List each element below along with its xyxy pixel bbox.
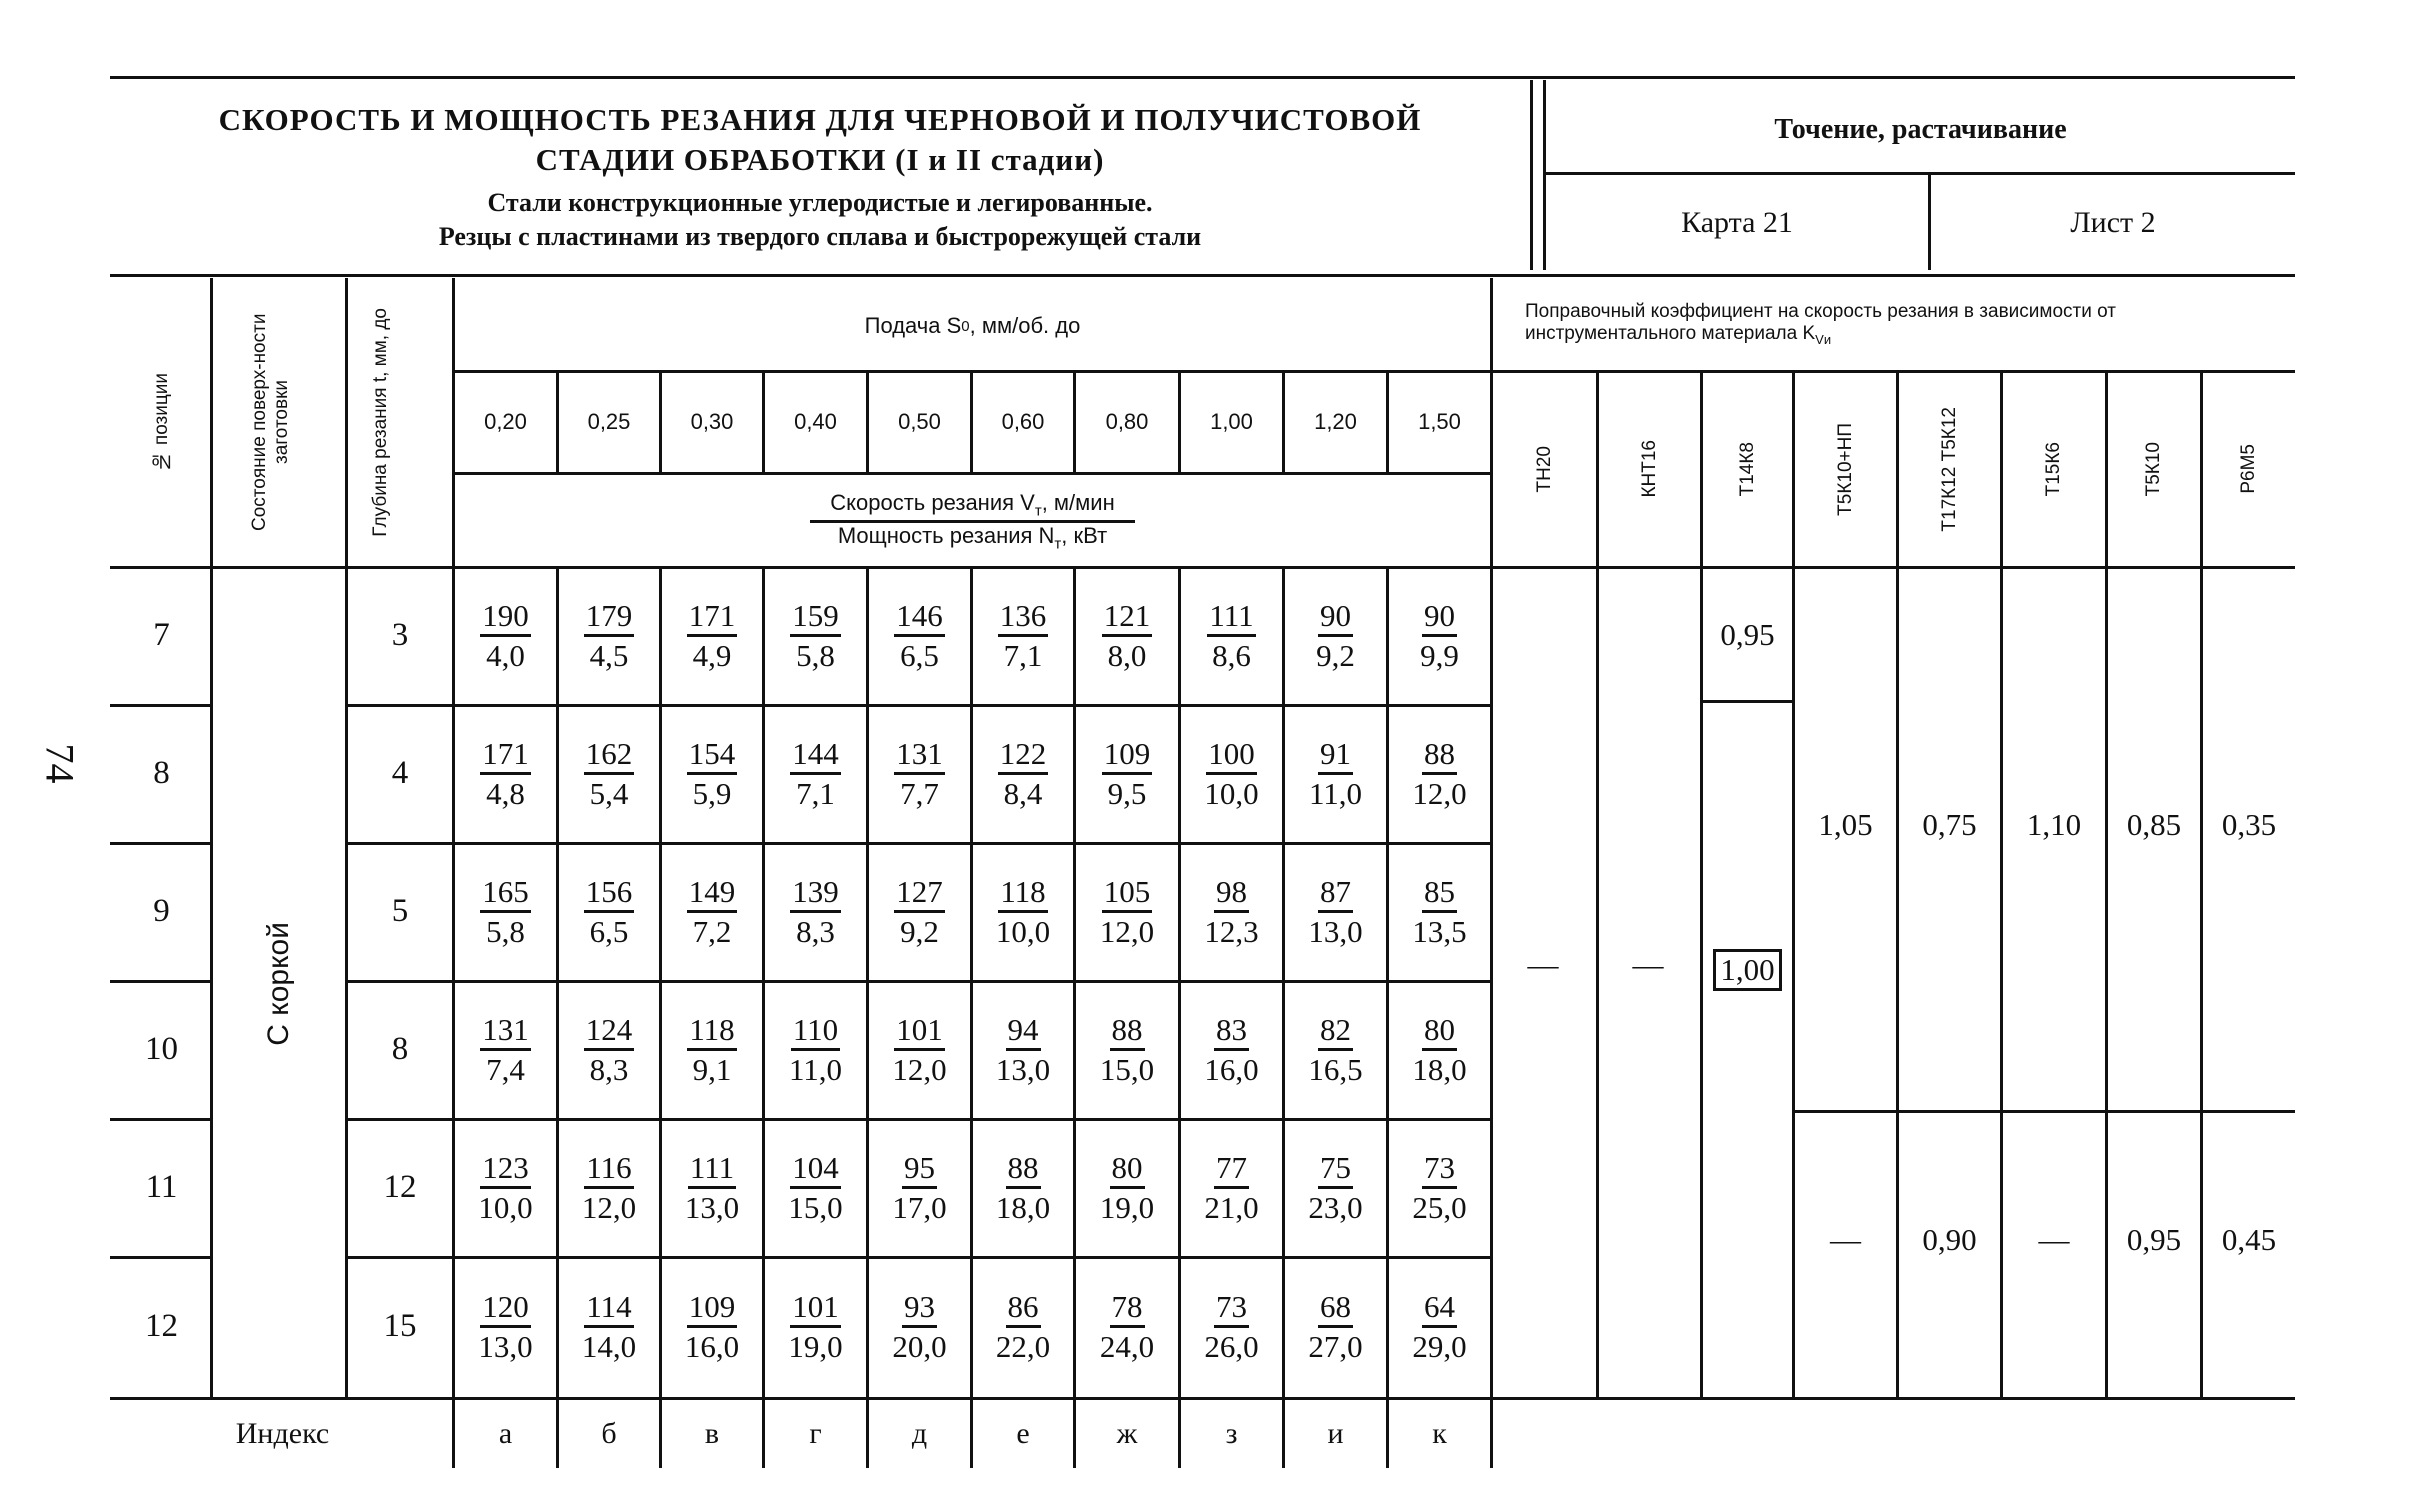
depth-value: 5 bbox=[391, 892, 409, 929]
power-value: 8,0 bbox=[1107, 637, 1147, 673]
speed-value: 109 bbox=[687, 1289, 738, 1328]
power-value: 13,0 bbox=[1308, 913, 1363, 949]
power-value: 12,0 bbox=[1099, 913, 1155, 949]
power-value: 22,0 bbox=[995, 1329, 1051, 1364]
speed-power-cell bbox=[1285, 1118, 1386, 1256]
subtitle-line2: Резцы с пластинами из твердого сплава и быстрорежущей стали bbox=[438, 222, 1202, 251]
speed-value: 121 bbox=[1102, 598, 1153, 637]
speed-value: 120 bbox=[480, 1289, 531, 1328]
power-value: 10,0 bbox=[478, 1189, 533, 1225]
feed-value: 1,50 bbox=[1418, 409, 1461, 434]
speed-power-cell bbox=[455, 980, 556, 1118]
speed-value: 90 bbox=[1422, 598, 1457, 637]
power-value: 14,0 bbox=[581, 1329, 637, 1364]
material-header: Т15К6 bbox=[2043, 441, 2064, 497]
power-value: 4,8 bbox=[486, 775, 525, 811]
power-value: 13,0 bbox=[995, 1051, 1051, 1087]
coef-upper: 1,10 bbox=[2026, 807, 2082, 842]
power-value: 5,8 bbox=[486, 913, 525, 949]
speed-power-cell bbox=[765, 566, 866, 704]
speed-value: 154 bbox=[687, 736, 738, 775]
speed-value: 118 bbox=[687, 1012, 736, 1051]
speed-value: 83 bbox=[1214, 1012, 1249, 1051]
coef-lower: 0,90 bbox=[1922, 1222, 1977, 1257]
power-value: 7,7 bbox=[900, 775, 939, 811]
index-letter: и bbox=[1327, 1417, 1344, 1450]
speed-power-cell bbox=[1389, 704, 1490, 842]
speed-power-cell bbox=[455, 842, 556, 980]
speed-value: 110 bbox=[791, 1012, 840, 1051]
speed-power-cell bbox=[559, 842, 659, 980]
speed-power-cell bbox=[765, 980, 866, 1118]
power-value: 11,0 bbox=[788, 1051, 843, 1087]
feed-value: 0,50 bbox=[898, 409, 941, 434]
subtitle: Стали конструкционные углеродистые и легированные. bbox=[487, 188, 1153, 217]
depth-value: 4 bbox=[391, 754, 409, 791]
speed-power-cell bbox=[1389, 1256, 1490, 1397]
power-value: 16,5 bbox=[1308, 1051, 1363, 1087]
surface-column-header: Состояние поверх-ности заготовки bbox=[249, 313, 292, 531]
speed-power-cell bbox=[455, 704, 556, 842]
feed-header: Подача S 0 , мм/об. до bbox=[864, 313, 1081, 338]
power-value: 4,5 bbox=[589, 637, 629, 673]
speed-value: 127 bbox=[894, 874, 945, 913]
power-value: 15,0 bbox=[788, 1189, 843, 1225]
feed-value: 0,30 bbox=[690, 409, 734, 434]
speed-power-cell bbox=[1076, 980, 1178, 1118]
feed-value: 0,40 bbox=[794, 409, 837, 434]
power-value: 6,5 bbox=[900, 637, 939, 673]
material-header: Т5К10 bbox=[2143, 441, 2164, 497]
power-value: 24,0 bbox=[1099, 1329, 1155, 1364]
speed-power-cell bbox=[455, 1118, 556, 1256]
speed-power-cell bbox=[1181, 1118, 1282, 1256]
speed-value: 77 bbox=[1214, 1150, 1249, 1189]
power-value: 11,0 bbox=[1308, 775, 1363, 811]
speed-value: 149 bbox=[687, 874, 738, 913]
power-value: 4,0 bbox=[486, 637, 525, 673]
speed-power-cell bbox=[559, 1256, 659, 1397]
material-header: ТН20 bbox=[1533, 445, 1555, 493]
power-value: 5,9 bbox=[692, 775, 732, 811]
speed-value: 156 bbox=[584, 874, 635, 913]
index-letter: г bbox=[809, 1417, 822, 1450]
speed-value: 91 bbox=[1318, 736, 1353, 775]
speed-power-cell bbox=[765, 842, 866, 980]
speed-value: 104 bbox=[790, 1150, 841, 1189]
power-value: 19,0 bbox=[1099, 1189, 1155, 1225]
speed-value: 122 bbox=[998, 736, 1049, 775]
power-value: 9,1 bbox=[692, 1051, 732, 1087]
page-title-line2: СТАДИИ ОБРАБОТКИ (I и II стадии) bbox=[535, 142, 1105, 177]
coef-lower: 0,95 bbox=[2126, 1222, 2182, 1257]
power-value: 8,3 bbox=[589, 1051, 629, 1087]
speed-power-cell bbox=[1285, 566, 1386, 704]
speed-power-cell bbox=[869, 566, 970, 704]
speed-power-cell bbox=[973, 704, 1073, 842]
power-value: 7,4 bbox=[486, 1051, 525, 1087]
depth-value: 8 bbox=[391, 1030, 409, 1067]
coef-lower: 0,45 bbox=[2221, 1222, 2277, 1257]
page-title: СКОРОСТЬ И МОЩНОСТЬ РЕЗАНИЯ ДЛЯ ЧЕРНОВОЙ И ПОЛУЧИСТОВОЙ bbox=[218, 102, 1422, 137]
speed-power-cell bbox=[869, 980, 970, 1118]
speed-power-cell bbox=[973, 980, 1073, 1118]
speed-value: 144 bbox=[790, 736, 841, 775]
index-letter: д bbox=[911, 1417, 928, 1450]
speed-power-cell bbox=[1389, 566, 1490, 704]
speed-power-cell bbox=[1181, 842, 1282, 980]
speed-value: 98 bbox=[1214, 874, 1249, 913]
speed-value: 73 bbox=[1214, 1289, 1249, 1328]
speed-power-cell bbox=[869, 1118, 970, 1256]
feed-value: 0,20 bbox=[484, 409, 527, 434]
coefficient-header: Поправочный коэффициент на скорость резания в зависимости от инструментального материала $K_{Vи}$ bbox=[1525, 301, 2116, 347]
power-value: 7,1 bbox=[1003, 637, 1043, 673]
power-value: 25,0 bbox=[1412, 1189, 1467, 1225]
speed-power-cell bbox=[1076, 1256, 1178, 1397]
power-value: 16,0 bbox=[684, 1329, 740, 1364]
speed-value: 101 bbox=[894, 1012, 945, 1051]
feed-value: 0,60 bbox=[1001, 409, 1045, 434]
depth-column-header: Глубина резания t, мм, до bbox=[370, 307, 391, 537]
speed-value: 146 bbox=[894, 598, 945, 637]
power-value: 7,2 bbox=[692, 913, 732, 949]
speed-value: 162 bbox=[584, 736, 635, 775]
power-value: 12,3 bbox=[1204, 913, 1259, 949]
speed-power-cell bbox=[1285, 980, 1386, 1118]
depth-value: 12 bbox=[383, 1168, 417, 1205]
speed-value: 80 bbox=[1422, 1012, 1457, 1051]
power-value: 16,0 bbox=[1204, 1051, 1259, 1087]
coef-lower: — bbox=[2038, 1222, 2070, 1257]
speed-value: 75 bbox=[1318, 1150, 1353, 1189]
speed-value: 80 bbox=[1110, 1150, 1145, 1189]
speed-power-cell bbox=[1389, 1118, 1490, 1256]
speed-power-cell bbox=[662, 980, 762, 1118]
material-header: Р6М5 bbox=[2238, 444, 2259, 494]
power-value: 10,0 bbox=[995, 913, 1051, 949]
power-value: 4,9 bbox=[692, 637, 732, 673]
power-value: 8,6 bbox=[1212, 637, 1251, 673]
position-number: 10 bbox=[145, 1030, 178, 1067]
power-value: 19,0 bbox=[788, 1329, 843, 1364]
speed-power-cell bbox=[662, 842, 762, 980]
position-number: 8 bbox=[153, 754, 170, 791]
speed-power-cell bbox=[1285, 842, 1386, 980]
power-value: 20,0 bbox=[892, 1329, 947, 1364]
speed-value: 131 bbox=[480, 1012, 531, 1051]
depth-value: 3 bbox=[391, 616, 409, 653]
feed-value: 1,20 bbox=[1314, 409, 1357, 434]
power-value: 8,3 bbox=[796, 913, 835, 949]
speed-power-cell bbox=[455, 566, 556, 704]
power-value: 13,5 bbox=[1412, 913, 1467, 949]
index-letter: ж bbox=[1116, 1417, 1138, 1450]
position-number: 9 bbox=[153, 892, 170, 929]
power-value: 13,0 bbox=[478, 1329, 533, 1364]
coef-upper: 0,75 bbox=[1922, 807, 1977, 842]
coef-upper: 0,85 bbox=[2126, 807, 2182, 842]
feed-value: 0,80 bbox=[1105, 409, 1149, 434]
speed-value: 93 bbox=[902, 1289, 937, 1328]
speed-power-cell bbox=[869, 842, 970, 980]
position-number: 7 bbox=[153, 616, 170, 653]
speed-value: 111 bbox=[1207, 598, 1255, 637]
index-letter: в bbox=[704, 1417, 720, 1450]
speed-value: 136 bbox=[998, 598, 1049, 637]
speed-power-cell bbox=[662, 704, 762, 842]
speed-value: 171 bbox=[480, 736, 531, 775]
speed-value: 68 bbox=[1318, 1289, 1353, 1328]
position-number: 12 bbox=[145, 1308, 178, 1344]
position-column-header: № позиции bbox=[150, 372, 172, 472]
speed-power-cell bbox=[1076, 566, 1178, 704]
coef-knt16: — bbox=[1632, 947, 1664, 982]
speed-power-cell bbox=[662, 1256, 762, 1397]
coef-th20: — bbox=[1527, 947, 1559, 982]
speed-power-cell bbox=[869, 704, 970, 842]
power-value: 9,2 bbox=[1316, 637, 1355, 673]
speed-power-cell bbox=[455, 1256, 556, 1397]
power-value: 12,0 bbox=[1412, 775, 1467, 811]
speed-power-cell bbox=[1389, 842, 1490, 980]
coef-t14k8-bottom: 1,00 bbox=[1713, 949, 1781, 991]
speed-value: 90 bbox=[1318, 598, 1353, 637]
speed-value: 131 bbox=[894, 736, 945, 775]
speed-power-cell bbox=[559, 1118, 659, 1256]
power-value: 8,4 bbox=[1003, 775, 1043, 811]
speed-value: 165 bbox=[480, 874, 531, 913]
power-value: 12,0 bbox=[892, 1051, 947, 1087]
speed-power-header: Скорость резания $V_т$, м/мин Мощность резания $N_т$, кВт bbox=[455, 478, 1490, 564]
speed-power-cell bbox=[662, 1118, 762, 1256]
speed-power-cell bbox=[1076, 1118, 1178, 1256]
speed-value: 123 bbox=[480, 1150, 531, 1189]
power-value: 9,2 bbox=[900, 913, 939, 949]
power-value: 15,0 bbox=[1099, 1051, 1155, 1087]
speed-power-cell bbox=[1181, 980, 1282, 1118]
material-header: КНТ16 bbox=[1638, 440, 1660, 498]
depth-value: 15 bbox=[383, 1308, 417, 1344]
speed-power-cell bbox=[662, 566, 762, 704]
speed-value: 87 bbox=[1318, 874, 1353, 913]
coef-t14k8-top: 0,95 bbox=[1720, 617, 1775, 652]
page-number: 74 bbox=[37, 743, 83, 784]
speed-value: 109 bbox=[1102, 736, 1153, 775]
speed-value: 159 bbox=[790, 598, 841, 637]
power-value: 5,4 bbox=[589, 775, 629, 811]
speed-power-cell bbox=[1181, 704, 1282, 842]
index-letter: б bbox=[601, 1417, 617, 1450]
power-value: 13,0 bbox=[684, 1189, 740, 1225]
speed-power-cell bbox=[559, 566, 659, 704]
speed-value: 88 bbox=[1110, 1012, 1145, 1051]
speed-power-cell bbox=[1285, 1256, 1386, 1397]
speed-power-cell bbox=[973, 1118, 1073, 1256]
speed-value: 88 bbox=[1422, 736, 1457, 775]
speed-power-cell bbox=[1076, 842, 1178, 980]
speed-value: 105 bbox=[1102, 874, 1153, 913]
speed-value: 85 bbox=[1422, 874, 1457, 913]
card-label: Карта 21 bbox=[1681, 206, 1793, 239]
speed-power-cell bbox=[973, 842, 1073, 980]
speed-value: 88 bbox=[1006, 1150, 1041, 1189]
index-letter: а bbox=[498, 1417, 513, 1450]
speed-value: 73 bbox=[1422, 1150, 1457, 1189]
speed-power-cell bbox=[1076, 704, 1178, 842]
speed-value: 111 bbox=[688, 1150, 736, 1189]
surface-state: С коркой bbox=[262, 921, 295, 1046]
speed-value: 179 bbox=[584, 598, 635, 637]
coef-upper: 0,35 bbox=[2221, 807, 2277, 842]
power-value: 23,0 bbox=[1308, 1189, 1363, 1225]
speed-power-cell bbox=[1181, 1256, 1282, 1397]
power-value: 9,5 bbox=[1107, 775, 1147, 811]
power-value: 18,0 bbox=[1412, 1051, 1467, 1087]
material-header: Т14К8 bbox=[1736, 441, 1758, 497]
power-value: 6,5 bbox=[589, 913, 629, 949]
speed-power-cell bbox=[973, 566, 1073, 704]
speed-power-cell bbox=[1389, 980, 1490, 1118]
sheet-label: Лист 2 bbox=[2070, 206, 2156, 239]
coef-upper: 1,05 bbox=[1818, 807, 1873, 842]
feed-value: 0,25 bbox=[587, 409, 631, 434]
power-value: 18,0 bbox=[995, 1189, 1051, 1225]
power-value: 26,0 bbox=[1204, 1329, 1259, 1364]
position-number: 11 bbox=[145, 1168, 178, 1205]
speed-power-cell bbox=[559, 704, 659, 842]
speed-value: 101 bbox=[790, 1289, 841, 1328]
speed-power-cell bbox=[765, 1118, 866, 1256]
speed-value: 114 bbox=[584, 1289, 633, 1328]
power-value: 12,0 bbox=[581, 1189, 637, 1225]
speed-value: 139 bbox=[790, 874, 841, 913]
speed-power-cell bbox=[1181, 566, 1282, 704]
power-value: 10,0 bbox=[1204, 775, 1259, 811]
speed-value: 118 bbox=[998, 874, 1047, 913]
speed-value: 124 bbox=[584, 1012, 635, 1051]
speed-value: 190 bbox=[480, 598, 531, 637]
index-letter: е bbox=[1016, 1417, 1030, 1450]
material-header: Т5К10+НП bbox=[1834, 422, 1856, 516]
speed-power-cell bbox=[559, 980, 659, 1118]
power-value: 17,0 bbox=[892, 1189, 947, 1225]
speed-value: 100 bbox=[1206, 736, 1257, 775]
index-letter: з bbox=[1225, 1417, 1238, 1450]
power-value: 5,8 bbox=[796, 637, 835, 673]
speed-power-cell bbox=[869, 1256, 970, 1397]
speed-power-cell bbox=[1285, 704, 1386, 842]
index-label: Индекс bbox=[235, 1417, 330, 1450]
speed-value: 64 bbox=[1422, 1289, 1457, 1328]
speed-value: 82 bbox=[1318, 1012, 1353, 1051]
speed-value: 116 bbox=[584, 1150, 633, 1189]
power-value: 21,0 bbox=[1204, 1189, 1259, 1225]
speed-value: 95 bbox=[902, 1150, 937, 1189]
speed-value: 86 bbox=[1006, 1289, 1041, 1328]
speed-value: 171 bbox=[687, 598, 738, 637]
index-letter: к bbox=[1432, 1417, 1447, 1450]
speed-value: 78 bbox=[1110, 1289, 1145, 1328]
power-value: 29,0 bbox=[1412, 1329, 1467, 1364]
power-value: 9,9 bbox=[1420, 637, 1459, 673]
speed-power-cell bbox=[765, 704, 866, 842]
speed-power-cell bbox=[765, 1256, 866, 1397]
material-header: Т17К12 Т5К12 bbox=[1938, 406, 1960, 532]
speed-power-cell bbox=[973, 1256, 1073, 1397]
operation-label: Точение, растачивание bbox=[1774, 114, 2067, 145]
feed-value: 1,00 bbox=[1210, 409, 1253, 434]
coef-lower: — bbox=[1830, 1222, 1861, 1257]
speed-value: 94 bbox=[1006, 1012, 1041, 1051]
power-value: 7,1 bbox=[796, 775, 835, 811]
power-value: 27,0 bbox=[1308, 1329, 1363, 1364]
